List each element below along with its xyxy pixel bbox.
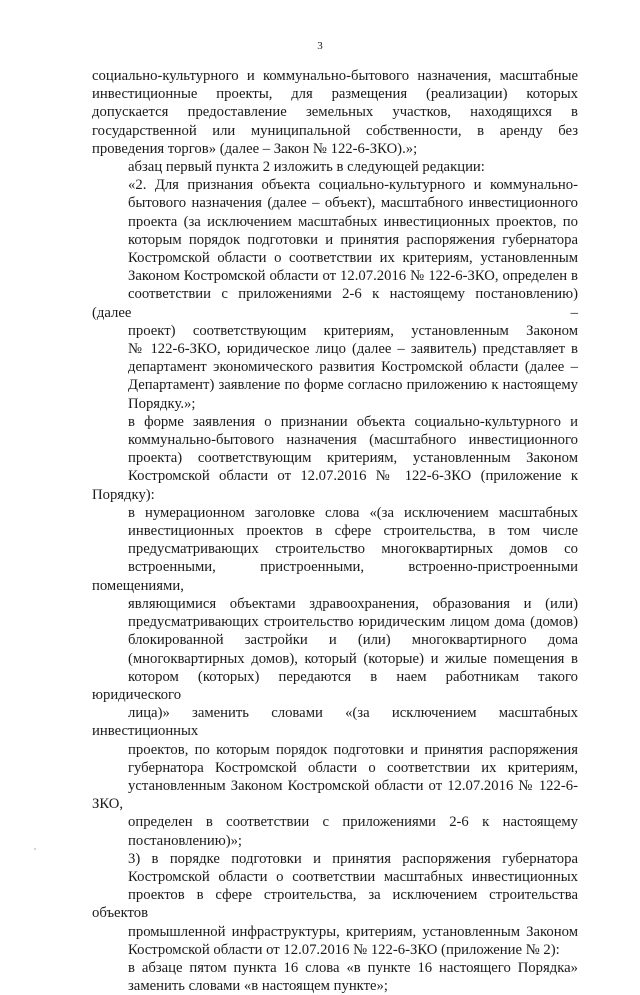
paragraph [92, 67, 578, 158]
text-line: в форме заявления о признании объекта социально-культурного и [128, 413, 578, 430]
text-line: государственной или муниципальной собственности, в аренду без [92, 122, 578, 139]
text-line: департамент экономического развития Костромской области (далее – [128, 359, 578, 376]
paragraph [92, 850, 578, 959]
paragraph [92, 959, 578, 995]
text-line: которым порядок подготовки и принятия распоряжения губернатора [128, 231, 578, 248]
text-line: в нумерационном заголовке слова «(за исключением масштабных [128, 504, 578, 521]
text-line: Костромской области о соответствии их критериям, установленным [128, 250, 578, 267]
text-line: промышленной инфраструктуры, критериям, установленным Законом [128, 923, 578, 940]
text-line: бытового назначения (далее – объект), масштабного инвестиционного [128, 195, 578, 212]
text-line: Костромской области о соответствии масштабных инвестиционных [128, 868, 578, 885]
text-line: (многоквартирных домов), который (которые) и жилые помещения в [128, 650, 578, 667]
document-body [92, 67, 578, 995]
text-line: «2. Для признания объекта социально-культурного и коммунально- [128, 177, 578, 194]
page-number: 3 [317, 40, 323, 52]
text-line: Порядку.»; [128, 395, 196, 412]
text-line: социально-культурного и коммунально-бытового назначения, масштабные [92, 68, 578, 84]
text-line: установленным Законом Костромской области от 12.07.2016 № 122-6-ЗКО, [92, 777, 578, 813]
text-line: предусматривающих строительство многоквартирных домов со [128, 541, 578, 558]
text-line: блокированной застройки и (или) многоквартирного дома [128, 632, 578, 649]
text-line: абзац первый пункта 2 изложить в следующей редакции: [128, 159, 485, 176]
text-line: допускается предоставление земельных участков, находящихся в [92, 104, 578, 121]
paragraph [92, 158, 578, 176]
text-line: инвестиционных проектов в сфере строительства, в том числе [128, 523, 578, 540]
text-line: встроенными, пристроенными, встроенно-пристроенными помещениями, [92, 559, 578, 594]
text-line: инвестиционные проекты, для размещения (реализации) которых [92, 86, 578, 103]
text-line: проекта (за исключением масштабных инвестиционных проектов, по [128, 213, 578, 230]
text-line: являющимися объектами здравоохранения, образования и (или) [128, 595, 578, 612]
text-line: проектов в сфере строительства, за исключением строительства объектов [92, 887, 578, 922]
text-line: определен в соответствии с приложениями 2-6 к настоящему [128, 814, 578, 831]
text-line: проекта) соответствующим критериям, установленным Законом [128, 450, 578, 467]
text-line: Законом Костромской области от 12.07.2016 № 122-6-ЗКО, определен в [128, 268, 578, 285]
text-line: проект) соответствующим критериям, установленным Законом [128, 322, 578, 339]
text-line: котором (которых) передаются в наем работникам такого юридического [92, 668, 578, 703]
text-line: предусматривающих строительство юридическим лицом дома (домов) [128, 614, 578, 631]
text-line: 3) в порядке подготовки и принятия распоряжения губернатора [128, 850, 578, 867]
paragraph [92, 413, 578, 504]
text-line: Департамент) заявление по форме согласно приложению к настоящему [128, 377, 578, 394]
text-line: постановлению)»; [128, 832, 243, 849]
text-line: проведения торгов» (далее – Закон № 122-6-ЗКО).»; [92, 140, 418, 157]
text-line: заменить словами «в настоящем пункте»; [128, 978, 388, 995]
paragraph [92, 504, 578, 850]
text-line: Костромской области от 12.07.2016 № 122-6-ЗКО (приложение к Порядку): [92, 468, 578, 503]
text-line: лица)» заменить словами «(за исключением масштабных инвестиционных [92, 705, 578, 740]
text-line: соответствии с приложениями 2-6 к настоящему постановлению) (далее – [92, 286, 578, 321]
text-line: в абзаце пятом пункта 16 слова «в пункте 16 настоящего Порядка» [128, 959, 578, 976]
paragraph [92, 176, 578, 413]
text-line: Костромской области от 12.07.2016 № 122-6-ЗКО (приложение № 2): [128, 941, 560, 958]
text-line: проектов, по которым порядок подготовки и принятия распоряжения [128, 741, 578, 758]
scan-speck [34, 848, 36, 850]
text-line: коммунально-бытового назначения (масштабного инвестиционного [128, 432, 578, 449]
text-line: № 122-6-ЗКО, юридическое лицо (далее – заявитель) представляет в [128, 341, 578, 358]
text-line: губернатора Костромской области о соответствии их критериям, [128, 759, 578, 776]
